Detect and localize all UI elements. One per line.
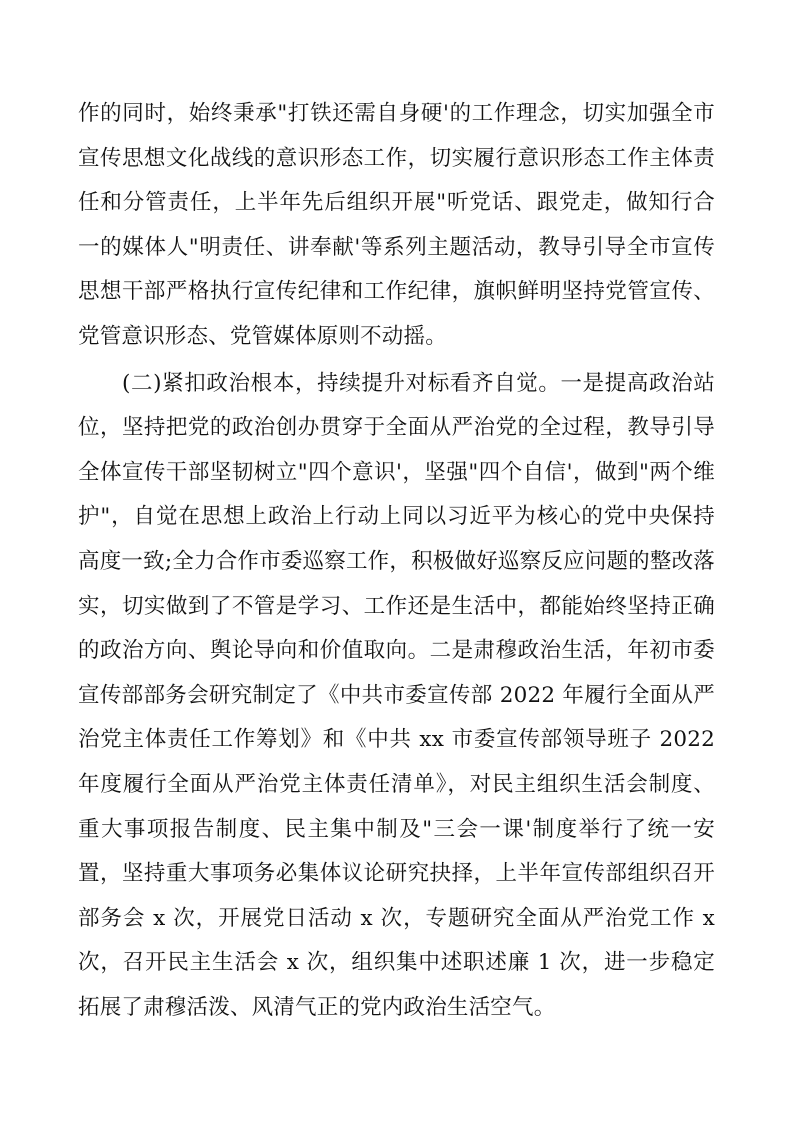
- paragraph-continuation: 作的同时，始终秉承"打铁还需自身硬'的工作理念，切实加强全市宣传思想文化战线的意识形态工作，切实履行意识形态工作主体责任和分管责任，上半年先后组织开展"听党话、跟党走，做知行合一的媒体人"明责任、讲奉献'等系列主题活动，教导引导全市宣传思想干部严格执行宣传纪律和工作纪律，旗帜鲜明坚持党管宣传、党管意识形态、党管媒体原则不动摇。: [78, 101, 715, 349]
- paragraph-section-two: (二)紧扣政治根本，持续提升对标看齐自觉。一是提高政治站位，坚持把党的政治创办贯穿于全面从严治党的全过程，教导引导全体宣传干部坚韧树立"四个意识'，坚强"四个自信'，做到"两个维护"，自觉在思想上政治上行动上同以习近平为核心的党中央保持高度一致;全力合作市委巡察工作，积极做好巡察反应问题的整改落实，切实做到了不管是学习、工作还是生活中，都能始终坚持正确的政治方向、舆论导向和价值取向。二是肃穆政治生活，年初市委宣传部部务会研究制定了《中共市委宣传部 2022 年履行全面从严治党主体责任工作筹划》和《中共 xx 市委宣传部领导班子 2022 年度履行全面从严治党主体责任清单》，对民主组织生活会制度、重大事项报告制度、民主集中制及"三会一课'制度举行了统一安置，坚持重大事项务必集体议论研究抉择，上半年宣传部组织召开部务会 x 次，开展党日活动 x 次，专题研究全面从严治党工作 x 次，召开民主生活会 x 次，组织集中述职述廉 1 次，进一步稳定拓展了肃穆活泼、风清气正的党内政治生活空气。: [78, 370, 715, 1020]
- document-body: [78, 92, 715, 1030]
